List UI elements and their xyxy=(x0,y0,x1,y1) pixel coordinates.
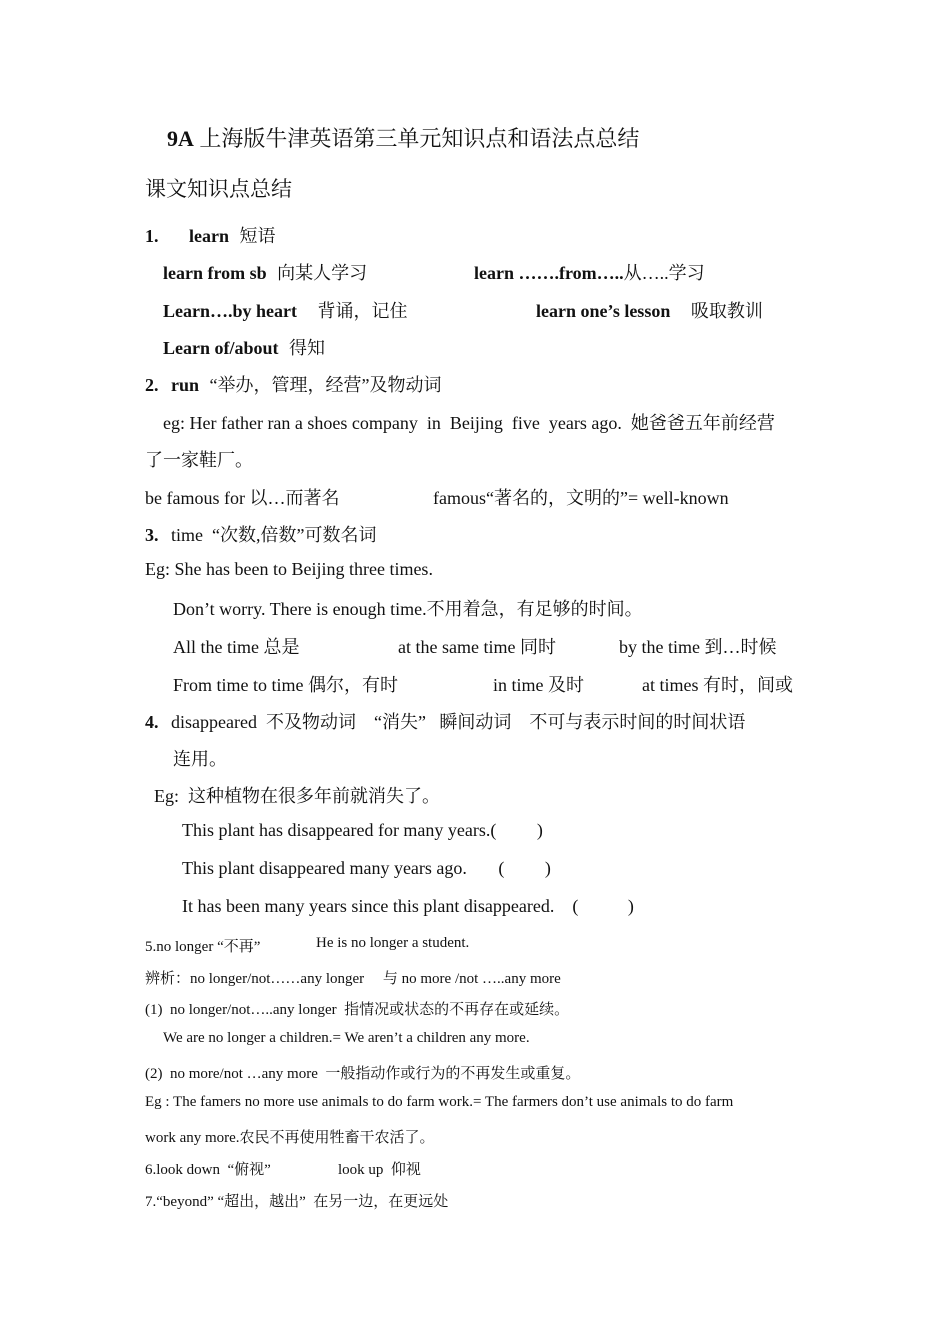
item-2-example-line2: 了一家鞋厂。 xyxy=(145,450,253,470)
item-2-number: 2. xyxy=(145,375,159,395)
exercise-3: It has been many years since this plant disappeared. ( ) xyxy=(182,896,634,916)
phrase-cn: 背诵，记住 xyxy=(317,301,408,321)
phrase-by-the-time: by the time 到…时候 xyxy=(619,637,777,657)
item-4-label: disappeared 不及物动词 “消失” 瞬间动词 不可与表示时间的时间状语 xyxy=(171,712,746,732)
item-2-label: “举办，管理，经营”及物动词 xyxy=(209,375,442,395)
phrase-learn-from xyxy=(163,259,367,285)
item-4-heading xyxy=(145,708,745,734)
phrase-cn: 从…..学习 xyxy=(623,263,705,283)
item-3-heading xyxy=(145,521,376,547)
item-3-number: 3. xyxy=(145,525,159,545)
item-5-example: He is no longer a student. xyxy=(316,935,470,951)
item-2-heading xyxy=(145,371,442,397)
phrase-learn-from-from xyxy=(474,259,705,285)
item-6-look-down: 6.look down “俯视” xyxy=(145,1162,271,1178)
item-1-heading xyxy=(145,222,276,248)
page-title xyxy=(167,122,639,153)
phrase-en: Learn of/about xyxy=(163,338,279,358)
item-6-look-up: look up 仰视 xyxy=(338,1162,421,1178)
item-5-point-1-example: We are no longer a children.= We aren’t a children any more. xyxy=(163,1030,530,1046)
item-2-example-line1: eg: Her father ran a shoes company in Beijing five years ago. 她爸爸五年前经营 xyxy=(163,413,775,433)
famous-definition: famous“著名的，文明的”= well-known xyxy=(433,488,729,508)
item-2-term: run xyxy=(171,375,200,395)
phrase-cn: 向某人学习 xyxy=(277,263,368,283)
item-3-example-1: Eg: She has been to Beijing three times. xyxy=(145,559,433,579)
item-5-point-2: (2) no more/not …any more 一般指动作或行为的不再发生或重复。 xyxy=(145,1066,581,1082)
phrase-cn: 得知 xyxy=(289,338,326,358)
phrase-learn-of xyxy=(163,334,325,360)
item-5-point-2-example-line1: Eg : The famers no more use animals to do farm work.= The farmers don’t use animals to do farm xyxy=(145,1094,734,1110)
title-rest: 上海版牛津英语第三单元知识点和语法点总结 xyxy=(193,126,640,151)
phrase-learn-lesson xyxy=(536,297,763,323)
item-4-number: 4. xyxy=(145,712,159,732)
item-5-heading: 5.no longer “不再” xyxy=(145,939,261,955)
phrase-from-time-to-time: From time to time 偶尔，有时 xyxy=(173,675,398,695)
exercise-1: This plant has disappeared for many years.( ) xyxy=(182,820,543,840)
item-1-label: 短语 xyxy=(239,226,276,246)
item-3-example-2: Don’t worry. There is enough time.不用着急，有足够的时间。 xyxy=(173,599,643,619)
item-3-label: time “次数,倍数”可数名词 xyxy=(171,525,377,545)
section-heading: 课文知识点总结 xyxy=(145,177,292,201)
phrase-en: Learn….by heart xyxy=(163,301,297,321)
phrase-learn-by-heart xyxy=(163,297,408,323)
phrase-all-the-time: All the time 总是 xyxy=(173,637,300,657)
phrase-en: learn …….from….. xyxy=(474,263,624,283)
item-4-example: Eg: 这种植物在很多年前就消失了。 xyxy=(154,786,440,806)
item-4-continuation: 连用。 xyxy=(173,749,227,769)
phrase-at-times: at times 有时，间或 xyxy=(642,675,793,695)
item-7-beyond: 7.“beyond” “超出，越出” 在另一边，在更远处 xyxy=(145,1194,449,1210)
item-1-term: learn xyxy=(189,226,229,246)
phrase-at-the-same-time: at the same time 同时 xyxy=(398,637,556,657)
exercise-2: This plant disappeared many years ago. ( ) xyxy=(182,858,551,878)
item-5-point-1: (1) no longer/not…..any longer 指情况或状态的不再存在或延续。 xyxy=(145,1002,570,1018)
phrase-in-time: in time 及时 xyxy=(493,675,584,695)
item-1-number: 1. xyxy=(145,226,159,246)
item-5-point-2-example-line2: work any more.农民不再使用牲畜干农活了。 xyxy=(145,1130,435,1146)
item-5-comparison: 辨析：no longer/not……any longer 与 no more /not …..any more xyxy=(145,971,561,987)
famous-for-phrase: be famous for 以…而著名 xyxy=(145,488,340,508)
phrase-en: learn from sb xyxy=(163,263,267,283)
title-bold: 9A xyxy=(167,126,194,151)
phrase-cn: 吸取教训 xyxy=(690,301,763,321)
phrase-en: learn one’s lesson xyxy=(536,301,671,321)
